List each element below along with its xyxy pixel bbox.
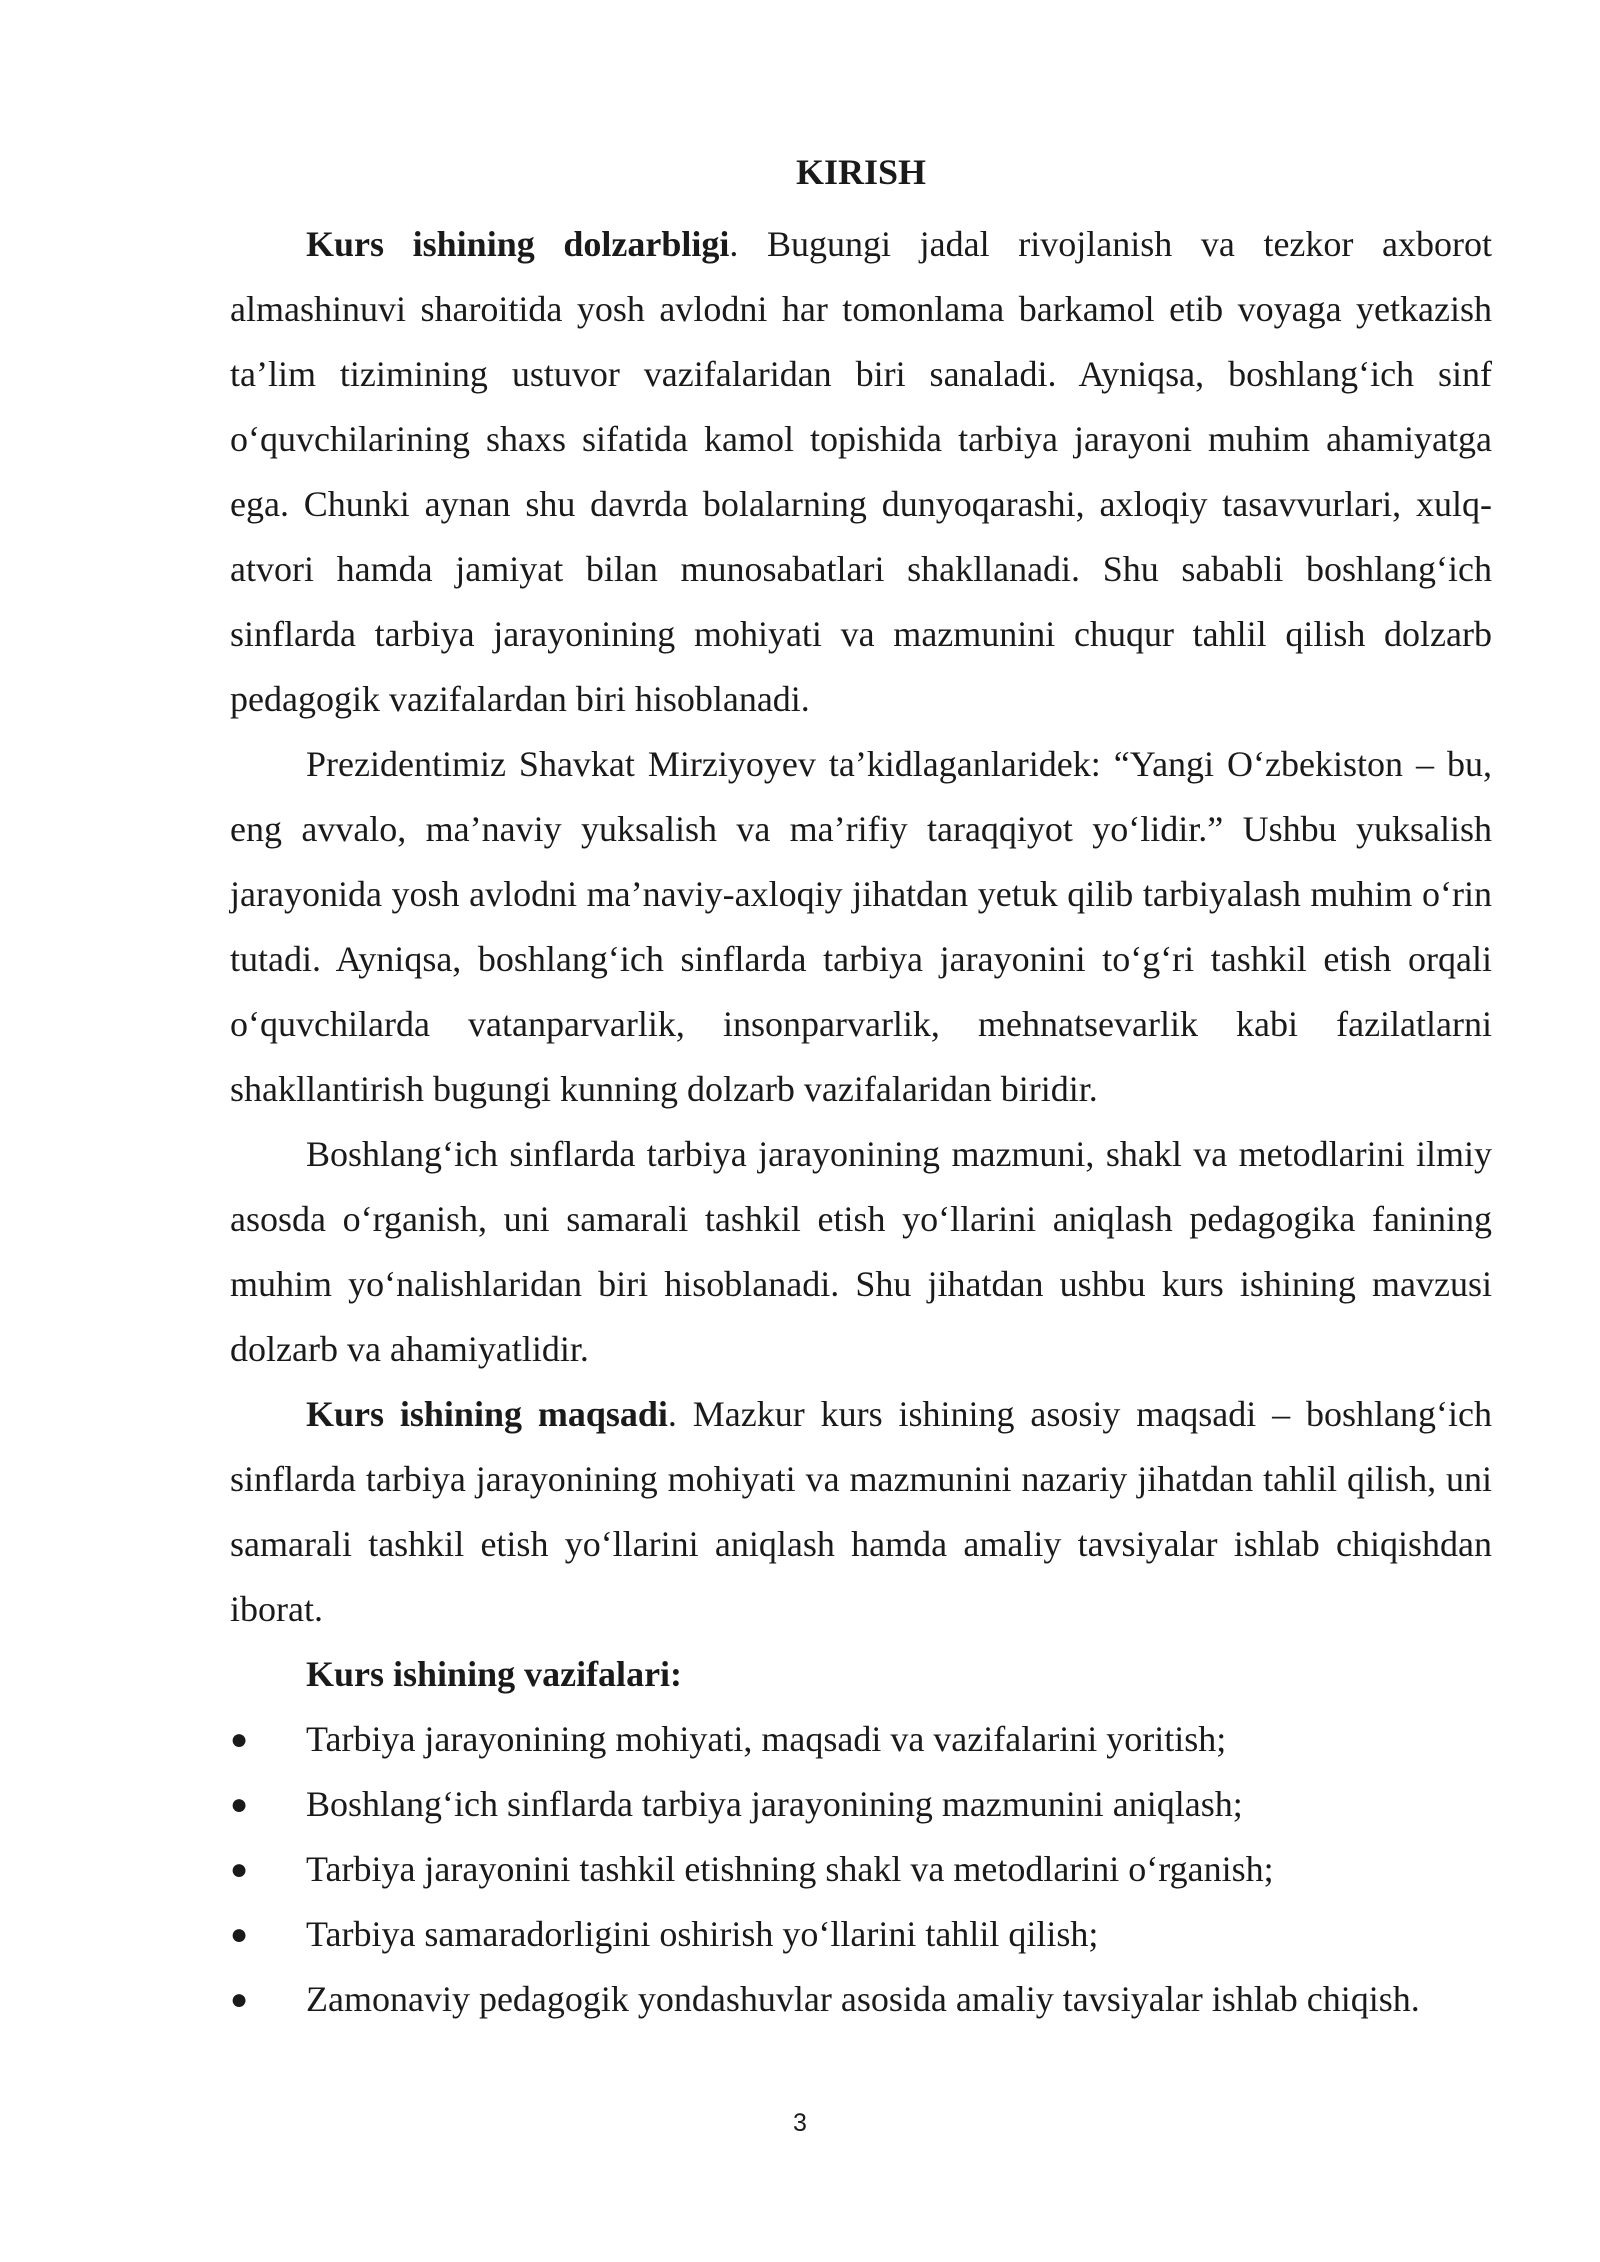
list-item bbox=[230, 1967, 1492, 2032]
bullet-icon: ● bbox=[230, 1853, 249, 1886]
page-number: 3 bbox=[793, 2109, 807, 2137]
bullet-icon: ● bbox=[230, 1918, 249, 1951]
list-item-text: Zamonaviy pedagogik yondashuvlar asosida amaliy tavsiyalar ishlab chiqish. bbox=[306, 1979, 1420, 2019]
list-item-text: Boshlang‘ich sinflarda tarbiya jarayonining mazmunini aniqlash; bbox=[306, 1784, 1243, 1824]
paragraph-text: . Bugungi jadal rivojlanish va tezkor axborot almashinuvi sharoitida yosh avlodni har tomonlama barkamol etib voyaga yetkazish ta’lim tizimining ustuvor vazifalaridan biri sanaladi. Ayniqsa, boshlang‘ich sinf o‘quvchilarining shaxs sifatida kamol topishida tarbiya jarayoni muhim ahamiyatga ega. Chunki aynan shu davrda bolalarning dunyoqarashi, axloqiy tasavvurlari, xulq-atvori hamda jamiyat bilan munosabatlari shakllanadi. Shu sababli boshlang‘ich sinflarda tarbiya jarayonining mohiyati va mazmunini chuqur tahlil qilish dolzarb pedagogik vazifalardan biri hisoblanadi. bbox=[230, 224, 1492, 719]
paragraph-goal bbox=[230, 1382, 1492, 1642]
list-item bbox=[230, 1707, 1492, 1772]
paragraph-lead: Kurs ishining dolzarbligi bbox=[306, 224, 730, 264]
tasks-heading: Kurs ishining vazifalari: bbox=[306, 1654, 683, 1694]
bullet-icon: ● bbox=[230, 1788, 249, 1821]
list-item-text: Tarbiya samaradorligini oshirish yo‘llarini tahlil qilish; bbox=[306, 1914, 1099, 1954]
list-item bbox=[230, 1772, 1492, 1837]
paragraph-president-quote bbox=[230, 732, 1492, 1122]
paragraph-relevance bbox=[230, 212, 1492, 732]
list-item bbox=[230, 1902, 1492, 1967]
bullet-icon: ● bbox=[230, 1983, 249, 2016]
list-item-text: Tarbiya jarayonini tashkil etishning shakl va metodlarini o‘rganish; bbox=[306, 1849, 1274, 1889]
paragraph-topic-importance bbox=[230, 1122, 1492, 1382]
page-content bbox=[230, 148, 1492, 2032]
paragraph-text: Prezidentimiz Shavkat Mirziyoyev ta’kidlaganlaridek: “Yangi O‘zbekiston – bu, eng avvalo, ma’naviy yuksalish va ma’rifiy taraqqiyot yo‘lidir.” Ushbu yuksalish jarayonida yosh avlodni ma’naviy-axloqiy jihatdan yetuk qilib tarbiyalash muhim o‘rin tutadi. Ayniqsa, boshlang‘ich sinflarda tarbiya jarayonini to‘g‘ri tashkil etish orqali o‘quvchilarda vatanparvarlik, insonparvarlik, mehnatsevarlik kabi fazilatlarni shakllantirish bugungi kunning dolzarb vazifalaridan biridir. bbox=[230, 744, 1492, 1109]
paragraph-lead: Kurs ishining maqsadi bbox=[306, 1394, 668, 1434]
paragraph-text: . Mazkur kurs ishining asosiy maqsadi – boshlang‘ich sinflarda tarbiya jarayonining mohiyati va mazmunini nazariy jihatdan tahlil qilish, uni samarali tashkil etish yo‘llarini aniqlash hamda amaliy tavsiyalar ishlab chiqishdan iborat. bbox=[230, 1394, 1492, 1629]
tasks-list bbox=[230, 1707, 1492, 2032]
list-item bbox=[230, 1837, 1492, 1902]
paragraph-text: Boshlang‘ich sinflarda tarbiya jarayonining mazmuni, shakl va metodlarini ilmiy asosda o‘rganish, uni samarali tashkil etish yo‘llarini aniqlash pedagogika fanining muhim yo‘nalishlaridan biri hisoblanadi. Shu jihatdan ushbu kurs ishining mavzusi dolzarb va ahamiyatlidir. bbox=[230, 1134, 1492, 1369]
section-title: KIRISH bbox=[795, 152, 927, 192]
list-item-text: Tarbiya jarayonining mohiyati, maqsadi va vazifalarini yoritish; bbox=[306, 1719, 1227, 1759]
bullet-icon: ● bbox=[230, 1723, 249, 1756]
